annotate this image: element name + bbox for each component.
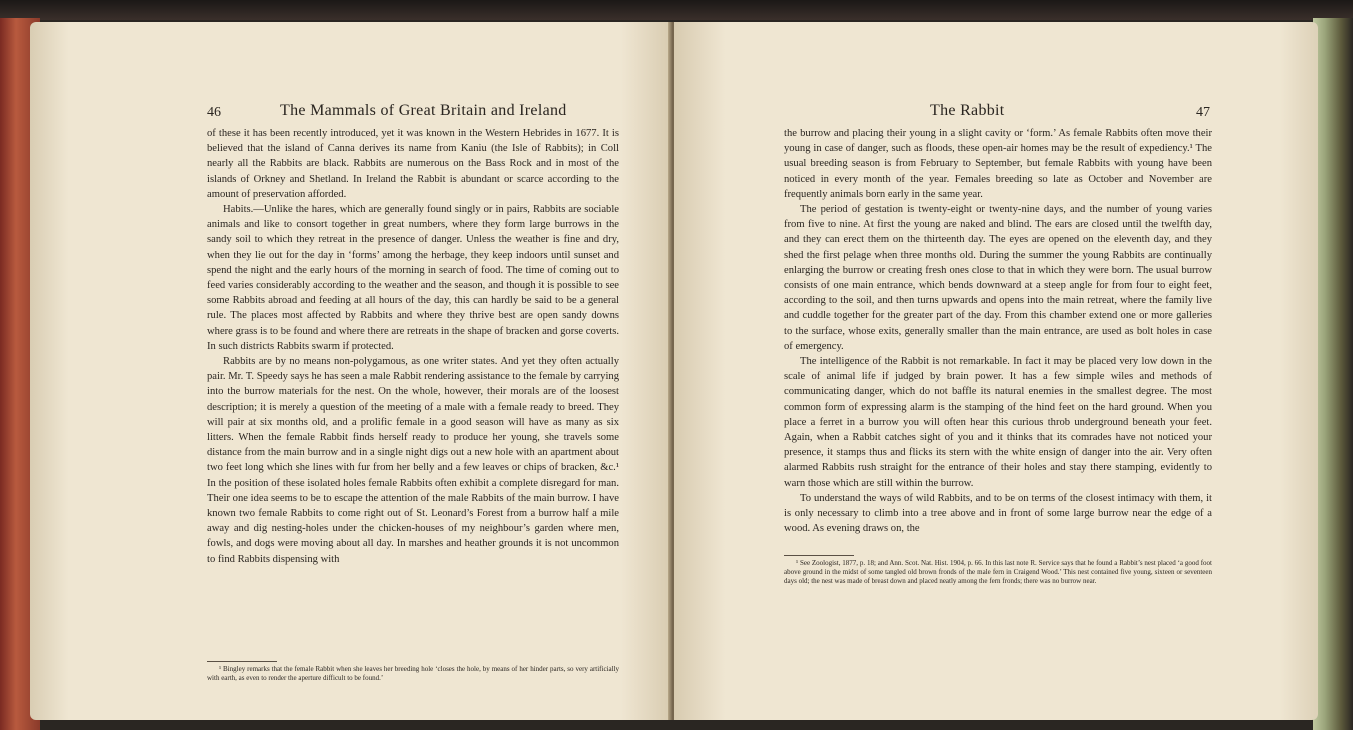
left-footnote: ¹ Bingley remarks that the female Rabbit when she leaves her breeding hole ‘closes the hole, by means of her hinder parts, so very artificially with earth, as even to render the aperture difficult to be found.’: [207, 665, 619, 683]
right-paragraph: The period of gestation is twenty-eight or twenty-nine days, and the number of young varies from five to nine. At first the young are naked and blind. The ears are closed until the twelfth day, and they can erect them on the thirteenth day. The eyes are opened on the eleventh day, and they shed the first pelage when three months old. During the summer the young Rabbits are continually enlarging the burrow or creating fresh ones close to that in which they were born. The usual burrow consists of one main entrance, which bends downward at a steep angle for from four to eight feet, according to the soil, and then turns upwards and opens into the main retreat, where the family live and cuddle together for the greater part of the day. From this chamber extend one or more galleries to the surface, whose exits, generally smaller than the main entrance, are used as bolt holes in case of emergency.: [784, 204, 1212, 352]
left-footnote-rule: [207, 661, 277, 662]
right-page-number: 47: [1196, 105, 1210, 120]
right-paragraph: To understand the ways of wild Rabbits, and to be on terms of the closest intimacy with them, it is only necessary to climb into a tree above and in front of some large burrow near the edge of a wood. As evening draws on, the: [784, 492, 1212, 535]
left-paragraph: Habits.—Unlike the hares, which are generally found singly or in pairs, Rabbits are sociable animals and like to consort together in great numbers, where they form large burrows in the sandy soil to which they retreat in the presence of danger. Unless the weather is fine and dry, when they lie out for the day in ‘forms’ among the herbage, they keep indoors until sunset and spend the night and the early hours of the morning in search of food. The time of coming out to feed varies considerably according to the weather and the season, and though it is possible to see some Rabbits abroad and feeding at all hours of the day, this can hardly be said to be a general rule. The places most affected by Rabbits and where they thrive best are open sandy downs where grass is to be found and where there are retreats in the shape of bracken and gorse coverts. In such districts Rabbits swarm if protected.: [207, 204, 619, 352]
left-page-number: 46: [207, 105, 221, 120]
right-paragraph: The intelligence of the Rabbit is not remarkable. In fact it may be placed very low down in the scale of animal life if judged by brain power. It has a few simple wiles and methods of communicating danger, which do not baffle its natural enemies in the smallest degree. The most common form of expressing alarm is the stamping of the hind feet on the hard ground. When you place a ferret in a burrow you will often hear this curious throb underground beneath your feet. Again, when a Rabbit catches sight of you and it thinks that its comrades have not noticed your presence, it stamps thus and flicks its stern with the white ensign of danger into the air. Very often alarmed Rabbits rush straight for the entrance of their holes and stay there stamping, evidently to warn those which are still within the burrow.: [784, 356, 1212, 489]
right-page: [674, 22, 1318, 720]
book-top-edge: [0, 0, 1353, 20]
left-paragraph: Rabbits are by no means non-polygamous, as one writer states. And yet they often actually pair. Mr. T. Speedy says he has seen a male Rabbit rendering assistance to the female by carrying into the burrow materials for the nest. On the whole, however, their morals are of the loosest description; it is merely a question of the meeting of a male with a female ready to breed. They will pair at six months old, and a prolific female in a good season will have as many as six litters. When the female Rabbit finds herself ready to produce her young, she travels some distance from the main burrow and in a single night digs out a new hole with an apartment about two feet long which she lines with fur from her belly and a few leaves or chips of bracken, &c.¹ In the position of these isolated holes female Rabbits often exhibit a complete disregard for man. Their one idea seems to be to escape the attention of the male Rabbits of the main burrow. I have known two female Rabbits to come right out of St. Leonard’s Forest from a burrow half a mile away and dig nesting-holes under the chicken-houses of my neighbour’s garden where men, fowls, and dogs were moving about all day. In marshes and heather grounds it is not uncommon to find Rabbits dispensing with: [207, 356, 619, 565]
right-footnotes: [784, 559, 1212, 588]
left-page: [30, 22, 672, 720]
left-body-text: [207, 126, 619, 567]
right-paragraph: the burrow and placing their young in a slight cavity or ‘form.’ As female Rabbits often move their young in case of danger, such as floods, these open-air homes may be the result of expediency.¹ The usual breeding season is from February to September, but female Rabbits with young have been noticed in every month of the year. Females breeding so late as October and November are frequently animals born early in the same year.: [784, 128, 1212, 200]
left-running-head: The Mammals of Great Britain and Ireland: [280, 102, 567, 119]
book-cover-right-edge: [1313, 18, 1353, 730]
right-body-text: [784, 126, 1212, 536]
right-footnote-rule: [784, 555, 854, 556]
right-running-head: The Rabbit: [930, 102, 1005, 119]
left-footnotes: [207, 665, 619, 684]
right-footnote: ¹ See Zoologist, 1877, p. 18; and Ann. Scot. Nat. Hist. 1904, p. 66. In this last note R. Service says that he found a Rabbit’s nest placed ‘a good foot above ground in the midst of some tangled old brown fronds of the male fern in Craigend Wood.’ This nest contained five young, sixteen or seventeen days old; the nest was made of breast down and placed neatly among the fern fronds; there was no burrow near.: [784, 559, 1212, 586]
left-paragraph: of these it has been recently introduced, yet it was known in the Western Hebrides in 1677. It is believed that the island of Canna derives its name from Kaniu (the Isle of Rabbits); in Coll nearly all the Rabbits are black. Rabbits are numerous on the Bass Rock and in most of the islands of Orkney and Shetland. In Ireland the Rabbit is abundant or scarce according to the amount of preservation afforded.: [207, 128, 619, 200]
